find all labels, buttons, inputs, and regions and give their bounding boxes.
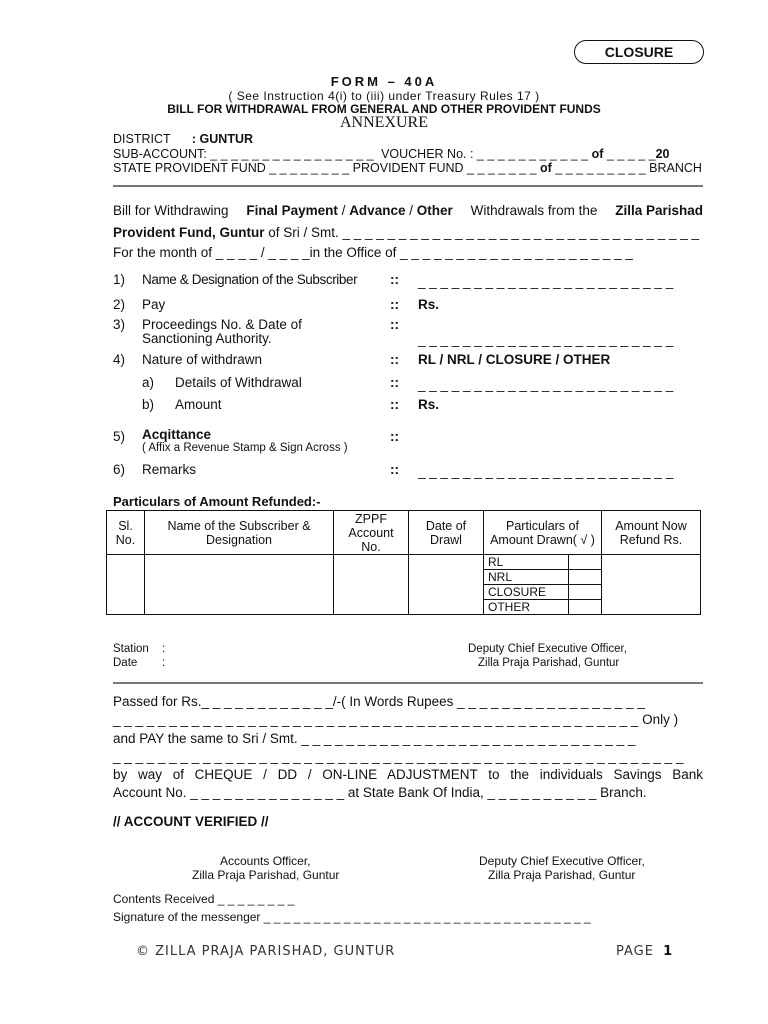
col-refund: Amount Now Refund Rs.	[602, 511, 701, 555]
footer-copyright: © ZILLA PRAJA PARISHAD, GUNTUR	[136, 944, 396, 959]
sub-account-line: : _ _ _ _ _ _ _ _ _ _ _ _ _ _ _ _	[203, 147, 374, 161]
spf-line: STATE PROVIDENT FUND _ _ _ _ _ _ _ _ PROVIDENT FUND _ _ _ _ _ _ _	[113, 161, 537, 175]
refund-heading: Particulars of Amount Refunded:-	[113, 494, 321, 509]
spf-of: of	[540, 161, 552, 175]
footer-page	[616, 944, 673, 959]
refund-header-row	[107, 511, 701, 555]
divider-1	[113, 185, 703, 187]
item-1-label: Name & Designation of the Subscriber	[142, 272, 358, 287]
col-date: Date of Drawl	[409, 511, 484, 555]
particular-other: OTHER	[488, 600, 530, 614]
refund-table	[106, 510, 701, 615]
cell-date	[409, 555, 484, 615]
page-number: 1	[663, 944, 674, 959]
intro-text: Bill for Withdrawing	[113, 203, 229, 218]
item-2-label: Pay	[142, 297, 166, 312]
sub-account-label: SUB-ACCOUNT	[113, 147, 204, 161]
item-4a-sep: ::	[390, 375, 399, 390]
item-1-num: 1)	[113, 272, 126, 287]
check-other	[569, 600, 602, 615]
item-3-label-2: Sanctioning Authority.	[142, 331, 272, 346]
deputy-ceo-title: Deputy Chief Executive Officer,	[479, 854, 645, 868]
item-3-sep: ::	[390, 317, 399, 332]
instruction-note: ( See Instruction 4(i) to (iii) under Treasury Rules 17 )	[228, 89, 540, 103]
messenger-signature: Signature of the messenger _ _ _ _ _ _ _ _ _ _ _ _ _ _ _ _ _ _ _ _ _ _ _ _ _ _ _ _ _ _ _ _ _	[113, 910, 591, 924]
item-5-label: Acqittance	[142, 427, 212, 442]
item-2-value: Rs.	[418, 297, 440, 312]
item-4-sep: ::	[390, 352, 399, 367]
item-2-num: 2)	[113, 297, 126, 312]
col-zppf: ZPPF Account No.	[334, 511, 409, 555]
accounts-officer-title: Accounts Officer,	[220, 854, 311, 868]
item-5-note: ( Affix a Revenue Stamp & Sign Across )	[142, 442, 348, 454]
table-row	[107, 555, 701, 615]
year-value: 20	[655, 147, 670, 161]
intro-line-2	[113, 225, 699, 240]
cell-refund	[602, 555, 701, 615]
verified-prefix: //	[113, 814, 121, 829]
item-6-label: Remarks	[142, 462, 197, 477]
zilla-parishad: Zilla Parishad	[615, 203, 703, 218]
cell-sl-no	[107, 555, 145, 615]
particular-closure: CLOSURE	[484, 585, 569, 600]
item-1-value: _ _ _ _ _ _ _ _ _ _ _ _ _ _ _ _ _ _ _ _ _ _ _	[418, 274, 674, 289]
slash: /	[341, 203, 346, 218]
date-label: Date	[113, 657, 138, 669]
district-value: : GUNTUR	[191, 132, 254, 146]
divider-2	[113, 682, 703, 684]
particular-rl: RL	[484, 555, 569, 570]
item-5-num: 5)	[113, 429, 126, 444]
item-6-num: 6)	[113, 462, 126, 477]
station-label: Station	[113, 643, 149, 655]
item-4a-label: Details of Withdrawal	[175, 375, 302, 390]
item-4b-num: b)	[142, 397, 155, 412]
item-3-num: 3)	[113, 317, 126, 332]
item-4b-label: Amount	[175, 397, 222, 412]
cell-particulars	[484, 555, 602, 615]
particulars-list	[484, 555, 601, 614]
contents-received: Contents Received _ _ _ _ _ _ _ _	[113, 892, 295, 906]
intro-line-3: For the month of _ _ _ _ / _ _ _ _in the Office of _ _ _ _ _ _ _ _ _ _ _ _ _ _ _ _ _ _ _ _ _	[113, 245, 633, 260]
item-5-sep: ::	[390, 429, 399, 444]
check-rl	[569, 555, 602, 570]
officer-org: Zilla Praja Parishad, Guntur	[478, 657, 620, 669]
col-sl-no: Sl. No.	[107, 511, 145, 555]
item-3-label-1: Proceedings No. & Date of	[142, 317, 302, 332]
provident-fund-guntur: Provident Fund, Guntur	[113, 225, 265, 240]
voucher-label: VOUCHER No.	[381, 147, 467, 161]
district-label: DISTRICT	[113, 132, 171, 146]
item-6-value: _ _ _ _ _ _ _ _ _ _ _ _ _ _ _ _ _ _ _ _ _ _ _	[418, 464, 674, 479]
intro-line-1	[113, 203, 703, 218]
col-name: Name of the Subscriber & Designation	[145, 511, 334, 555]
subscriber-line: of Sri / Smt. _ _ _ _ _ _ _ _ _ _ _ _ _ _ _ _ _ _ _ _ _ _ _ _ _ _ _ _ _ _ _ _	[268, 225, 700, 240]
item-4b-sep: ::	[390, 397, 399, 412]
item-4-num: 4)	[113, 352, 126, 367]
passed-line-4: _ _ _ _ _ _ _ _ _ _ _ _ _ _ _ _ _ _ _ _ _ _ _ _ _ _ _ _ _ _ _ _ _ _ _ _ _ _ _ _ _ _ _ _ _ _ _ _ _ _ _	[113, 749, 684, 764]
spf-tail: _ _ _ _ _ _ _ _ _ BRANCH	[555, 161, 702, 175]
spf-row	[113, 161, 702, 175]
withdrawals-text: Withdrawals from the	[470, 203, 598, 218]
deputy-ceo-org: Zilla Praja Parishad, Guntur	[488, 868, 636, 882]
accounts-officer-org: Zilla Praja Parishad, Guntur	[192, 868, 340, 882]
of-label: of	[591, 147, 604, 161]
of-line: _ _ _ _ _	[606, 147, 656, 161]
item-6-sep: ::	[390, 462, 399, 477]
item-4a-num: a)	[142, 375, 155, 390]
verified-label: ACCOUNT VERIFIED	[123, 814, 258, 829]
passed-line-6: Account No. _ _ _ _ _ _ _ _ _ _ _ _ _ _ at State Bank Of India, _ _ _ _ _ _ _ _ _ _ Branch.	[113, 785, 647, 800]
cell-zppf	[334, 555, 409, 615]
check-closure	[569, 585, 602, 600]
final-payment: Final Payment	[246, 203, 338, 218]
account-verified	[113, 814, 269, 829]
col-particulars: Particulars of Amount Drawn( √ )	[484, 511, 602, 555]
particular-nrl: NRL	[484, 570, 569, 585]
item-4-label: Nature of withdrawn	[142, 352, 263, 367]
voucher-line: : _ _ _ _ _ _ _ _ _ _ _	[469, 147, 589, 161]
item-3-value: _ _ _ _ _ _ _ _ _ _ _ _ _ _ _ _ _ _ _ _ _ _ _	[418, 332, 674, 347]
item-1-sep: ::	[390, 272, 399, 287]
verified-suffix: //	[261, 814, 269, 829]
station-sep: :	[162, 643, 166, 655]
advance: Advance	[349, 203, 406, 218]
cell-name	[145, 555, 334, 615]
form-title: FORM – 40A	[330, 74, 438, 89]
item-4a-value: _ _ _ _ _ _ _ _ _ _ _ _ _ _ _ _ _ _ _ _ _ _ _	[418, 377, 674, 392]
page-label: PAGE	[616, 944, 654, 959]
date-sep: :	[162, 657, 166, 669]
item-4b-value: Rs.	[418, 397, 440, 412]
passed-line-1: Passed for Rs._ _ _ _ _ _ _ _ _ _ _ _/-( In Words Rupees _ _ _ _ _ _ _ _ _ _ _ _ _ _ _ _ _	[113, 694, 645, 709]
passed-line-5: by way of CHEQUE / DD / ON-LINE ADJUSTMENT to the individuals Savings Bank	[113, 767, 703, 782]
bill-title: BILL FOR WITHDRAWAL FROM GENERAL AND OTHER PROVIDENT FUNDS	[167, 102, 601, 116]
annexure-title: ANNEXURE	[340, 114, 428, 131]
closure-badge: CLOSURE	[574, 40, 704, 64]
item-4-value: RL / NRL / CLOSURE / OTHER	[418, 352, 611, 367]
check-nrl	[569, 570, 602, 585]
item-2-sep: ::	[390, 297, 399, 312]
officer-title: Deputy Chief Executive Officer,	[468, 643, 627, 655]
sub-account-row	[113, 147, 669, 161]
passed-line-2: _ _ _ _ _ _ _ _ _ _ _ _ _ _ _ _ _ _ _ _ _ _ _ _ _ _ _ _ _ _ _ _ _ _ _ _ _ _ _ _ _ _ _ _ _ _ _ Only )	[113, 712, 679, 727]
other: Other	[416, 203, 453, 218]
passed-line-3: and PAY the same to Sri / Smt. _ _ _ _ _ _ _ _ _ _ _ _ _ _ _ _ _ _ _ _ _ _ _ _ _ _ _ _ _ _	[113, 731, 636, 746]
slash: /	[409, 203, 413, 218]
district-row	[113, 132, 253, 146]
